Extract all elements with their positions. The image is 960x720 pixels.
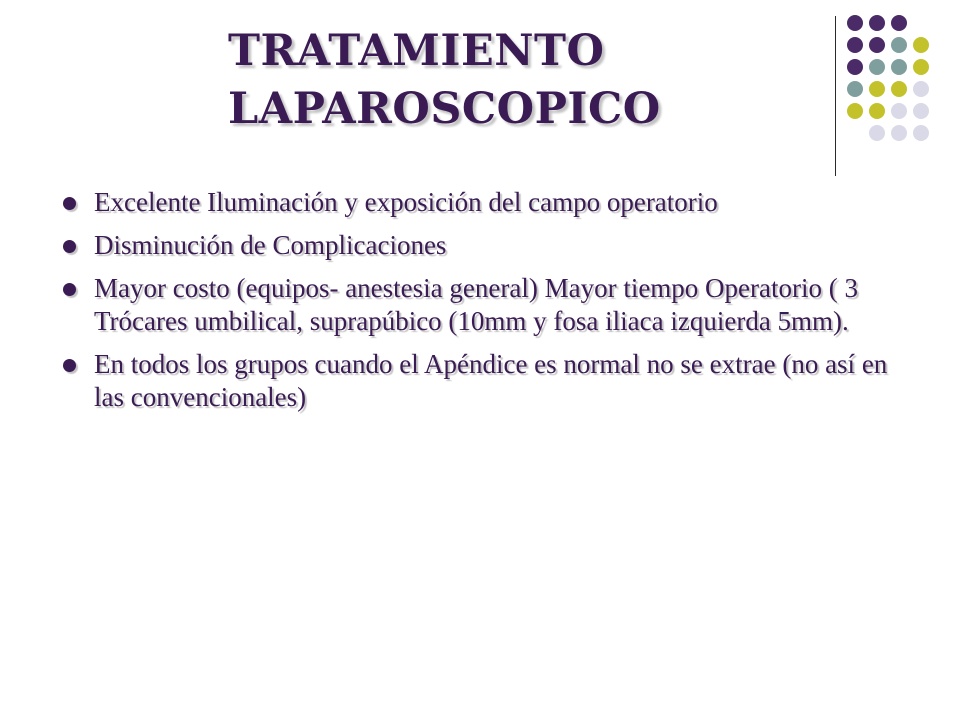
bullet-item: [58, 348, 908, 414]
olive-dot-icon: [913, 59, 929, 75]
olive-dot-icon: [891, 81, 907, 97]
slide-title: [228, 22, 788, 138]
bullet-dot-icon: [63, 197, 76, 210]
lavender-dot-icon: [869, 125, 885, 141]
teal-dot-icon: [891, 59, 907, 75]
bullet-list: [58, 186, 908, 424]
bullet-dot-icon: [63, 283, 76, 296]
purple-dot-icon: [869, 15, 885, 31]
bullet-dot-icon: [63, 359, 76, 372]
divider-line: [835, 16, 836, 176]
lavender-dot-icon: [891, 125, 907, 141]
lavender-dot-icon: [891, 103, 907, 119]
teal-dot-icon: [869, 59, 885, 75]
bullet-text: Mayor costo (equipos- anestesia general) Mayor tiempo Operatorio ( 3 Trócares umbilical, suprapúbico (10mm y fosa iliaca izquierda 5mm).: [94, 273, 859, 336]
lavender-dot-icon: [913, 125, 929, 141]
bullet-text: Excelente Iluminación y exposición del campo operatorio: [94, 187, 718, 217]
lavender-dot-icon: [913, 81, 929, 97]
purple-dot-icon: [847, 37, 863, 53]
title-line-1: TRATAMIENTO: [228, 26, 605, 76]
teal-dot-icon: [891, 37, 907, 53]
olive-dot-icon: [847, 103, 863, 119]
bullet-item: [58, 272, 908, 338]
title-line-2: LAPAROSCOPICO: [228, 84, 661, 134]
olive-dot-icon: [913, 37, 929, 53]
purple-dot-icon: [847, 59, 863, 75]
purple-dot-icon: [891, 15, 907, 31]
bullet-text: En todos los grupos cuando el Apéndice es normal no se extrae (no así en las convencionales): [94, 349, 888, 412]
olive-dot-icon: [869, 81, 885, 97]
teal-dot-icon: [847, 81, 863, 97]
bullet-item: [58, 229, 908, 262]
bullet-text: Disminución de Complicaciones: [94, 230, 447, 260]
purple-dot-icon: [869, 37, 885, 53]
bullet-item: [58, 186, 908, 219]
purple-dot-icon: [847, 15, 863, 31]
bullet-dot-icon: [63, 240, 76, 253]
lavender-dot-icon: [913, 103, 929, 119]
olive-dot-icon: [869, 103, 885, 119]
